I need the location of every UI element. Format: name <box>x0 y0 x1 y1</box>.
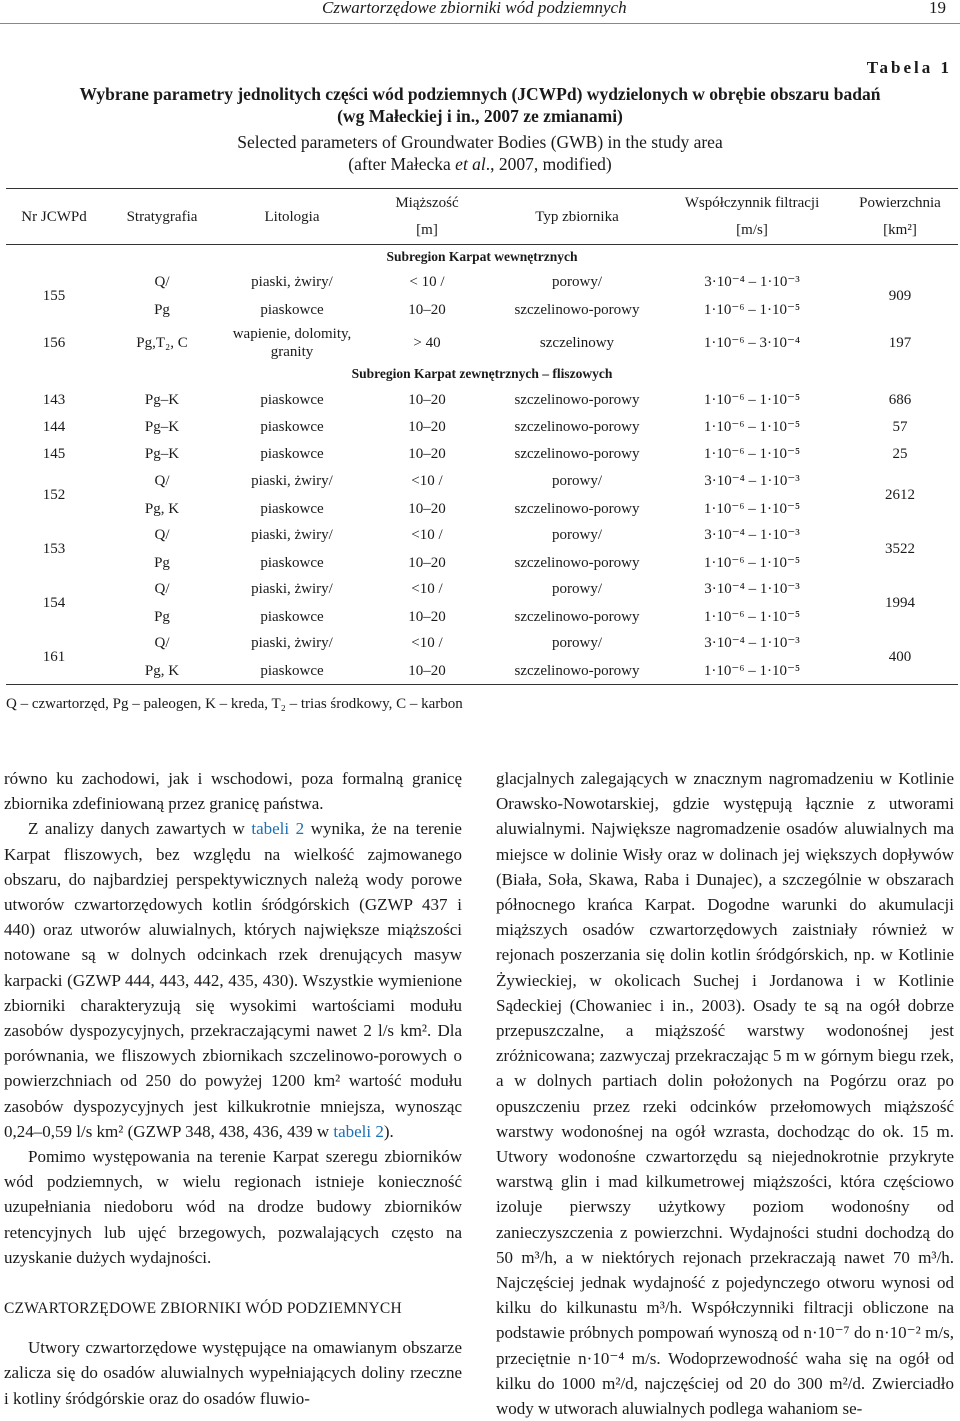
col-header-area: Powierzchnia [km²] <box>842 189 958 245</box>
col-header-lit: Litologia <box>222 189 362 245</box>
table-footnote: Q – czwartorzęd, Pg – paleogen, K – kreda, T₂ – trias środkowy, C – karbon <box>6 696 463 712</box>
paragraph: Z analizy danych zawartych w tabeli 2 wynika, że na terenie Karpat fliszowych, bez względu na wielkość zajmowanego obszaru, do najbardziej perspektywicznych należą wody porowe utworów czwartorzędowych kotlin śródgórskich (GZWP 437 i 440) oraz utworów aluwialnych, których największe miąższości notowane są w dolnych odcinkach rzek drenujących masyw karpacki (GZWP 444, 443, 442, 435, 430). Wszystkie wymienione zbiorniki charakteryzują się wysokimi wartościami modułu zasobów dyspozycyjnych, przekraczającymi nawet 2 l/s km². Dla porównania, we fliszowych zbiornikach szczelinowo-porowych o powierzchniach od 250 do powyżej 1200 km² wartość modułu zasobów dyspozycyjnych jest kilkukrotnie mniejsza, wynosząc 0,24–0,59 l/s km² (GZWP 348, 438, 436, 439 w tabeli 2). <box>4 819 462 1141</box>
caption-en-line1: Selected parameters of Groundwater Bodies (GWB) in the study area <box>237 132 723 152</box>
col-header-coef: Współczynnik filtracji [m/s] <box>662 189 842 245</box>
paragraph: glacjalnych zalegających w znacznym nagromadzeniu w Kotlinie Orawsko-Nowotarskiej, gdzie występują łącznie z utworami aluwialnymi. Największe nagromadzenie osadów aluwialnych ma miejsce w dolinie Wisły oraz w dolinach jej większych dopływów (Biała, Soła, Skawa, Raba i Dunajec), a szczególnie w obszarach północnego krańca Karpat. Dogodne warunki do akumulacji miąższych osadów czwartorzędowych zaistniały również w rejonach poszerzania się dolin kotlin śródgórskich, np. w Kotlinie Żywieckiej, w okolicach Suchej i Jordanowa i w Kotlinie Sądeckiej (Chowaniec i in., 2003). Osady te są na ogół dobrze przepuszczalne, a miąższość warstwy wodonośnej jest zróżnicowana; zazwyczaj przekraczając 5 m w górnym biegu rzek, a w dolnych partiach dolin położonych na Pogórzu oraz po opuszczeniu przez rzeki odcinków przełomowych miąższość warstwy wodonośnej na ogół wzrasta, dochodząc do ok. 15 m. Utwory wodonośne czwartorzędu są niejednokrotnie przykryte warstwą glin i mad kilkumetrowej miąższości, która częściowo izoluje pierwszy użytkowy poziom wodonośny od zanieczyszczenia z powierzchni. Wydajności studni dochodzą do 50 m³/h, a w niektórych rejonach przekraczają nawet 70 m³/h. Najczęściej jednak wydajność z pojedynczego otworu wynosi od kilku do kilkunastu m³/h. Współczynniki filtracji obliczone na podstawie próbnych pompowań wynoszą od n·10⁻⁷ do n·10⁻² m/s, przeciętnie n·10⁻⁴ m/s. Wodoprzewodność waha się na ogół od kilku do 1000 m²/d, najczęściej od 20 do 300 m²/d. Zwierciadło wody w utworach aluwialnych podlega wahaniom se- <box>496 769 954 1419</box>
region-row-outer: Subregion Karpat zewnętrznych – fliszowych <box>351 366 613 382</box>
table-row: 153 Q/ Pg piaski, żwiry/ piaskowce <10 / 10–20 porowy/ szczelinowo-porowy 3·10⁻⁴ – 1·10⁻³ 1·10⁻⁶ – 1·10⁻⁵ 3522 <box>42 526 915 571</box>
table-row: 152 Q/ Pg, K piaski, żwiry/ piaskowce <10 / 10–20 porowy/ szczelinowo-porowy 3·10⁻⁴ – 1·10⁻³ 1·10⁻⁶ – 1·10⁻⁵ 2612 <box>42 472 915 517</box>
table-row: 155 Q/ Pg piaski, żwiry/ piaskowce < 10 / 10–20 porowy/ szczelinowo-porowy 3·10⁻⁴ – 1·10⁻³ 1·10⁻⁶ – 1·10⁻⁵ 909 <box>42 273 912 318</box>
table-row: 156 Pg,T₂, C wapienie, dolomity, granity > 40 szczelinowy 1·10⁻⁶ – 3·10⁻⁴ 197 <box>42 325 912 360</box>
table-label: Tabela 1 <box>866 58 952 77</box>
table-row: 144 Pg–K piaskowce 10–20 szczelinowo-porowy 1·10⁻⁶ – 1·10⁻⁵ 57 <box>42 419 908 435</box>
col-header-type: Typ zbiornika <box>492 189 662 245</box>
table-row: 143 Pg–K piaskowce 10–20 szczelinowo-porowy 1·10⁻⁶ – 1·10⁻⁵ 686 <box>42 392 912 408</box>
left-column <box>4 766 462 1411</box>
caption-pl-line2: (wg Małeckiej i in., 2007 ze zmianami) <box>337 106 623 126</box>
running-header <box>0 0 960 24</box>
section-heading: CZWARTORZĘDOWE ZBIORNIKI WÓD PODZIEMNYCH <box>4 1300 402 1318</box>
right-column <box>496 766 954 1421</box>
col-header-nr: Nr JCWPd <box>6 189 102 245</box>
running-title: Czwartorzędowe zbiorniki wód podziemnych <box>322 0 627 17</box>
table-row: 145 Pg–K piaskowce 10–20 szczelinowo-porowy 1·10⁻⁶ – 1·10⁻⁵ 25 <box>42 446 908 462</box>
paragraph: Utwory czwartorzędowe występujące na omawianym obszarze zalicza się do osadów aluwialnych wypełniających doliny rzeczne i kotliny śródgórskie oraz do osadów fluwio- <box>4 1338 462 1408</box>
region-row-inner: Subregion Karpat wewnętrznych <box>386 248 578 264</box>
table-ref-link[interactable]: tabeli 2 <box>333 1121 384 1141</box>
table-row: 161 Q/ Pg, K piaski, żwiry/ piaskowce <10 / 10–20 porowy/ szczelinowo-porowy 3·10⁻⁴ – 1·10⁻³ 1·10⁻⁶ – 1·10⁻⁵ 400 <box>42 634 912 679</box>
table-bottom-rule <box>6 684 958 685</box>
caption-en-line2: (after Małecka et al., 2007, modified) <box>348 154 612 174</box>
paragraph: Pomimo występowania na terenie Karpat szeregu zbiorników wód podziemnych, w wielu regionach istnieje konieczność uzupełniania niedoboru wód na drodze budowy zbiorników retencyjnych lub ujęć brzegowych, pozwalających często na uzyskanie dużych wydajności. <box>4 1147 462 1267</box>
table-ref-link[interactable]: tabeli 2 <box>251 819 305 839</box>
table-row: 154 Q/ Pg piaski, żwiry/ piaskowce <10 / 10–20 porowy/ szczelinowo-porowy 3·10⁻⁴ – 1·10⁻³ 1·10⁻⁶ – 1·10⁻⁵ 1994 <box>42 580 915 625</box>
page-number: 19 <box>929 0 946 17</box>
col-header-thickness: Miąższość [m] <box>362 189 492 245</box>
paragraph: równo ku zachodowi, jak i wschodowi, poza formalną granicę zbiornika zdefiniowaną przez granicę państwa. <box>4 769 462 814</box>
data-table <box>6 188 958 685</box>
table-header-row <box>6 189 958 245</box>
caption-pl-line1: Wybrane parametry jednolitych części wód podziemnych (JCWPd) wydzielonych w obrębie obszaru badań <box>79 84 881 104</box>
col-header-strat: Stratygrafia <box>102 189 222 245</box>
